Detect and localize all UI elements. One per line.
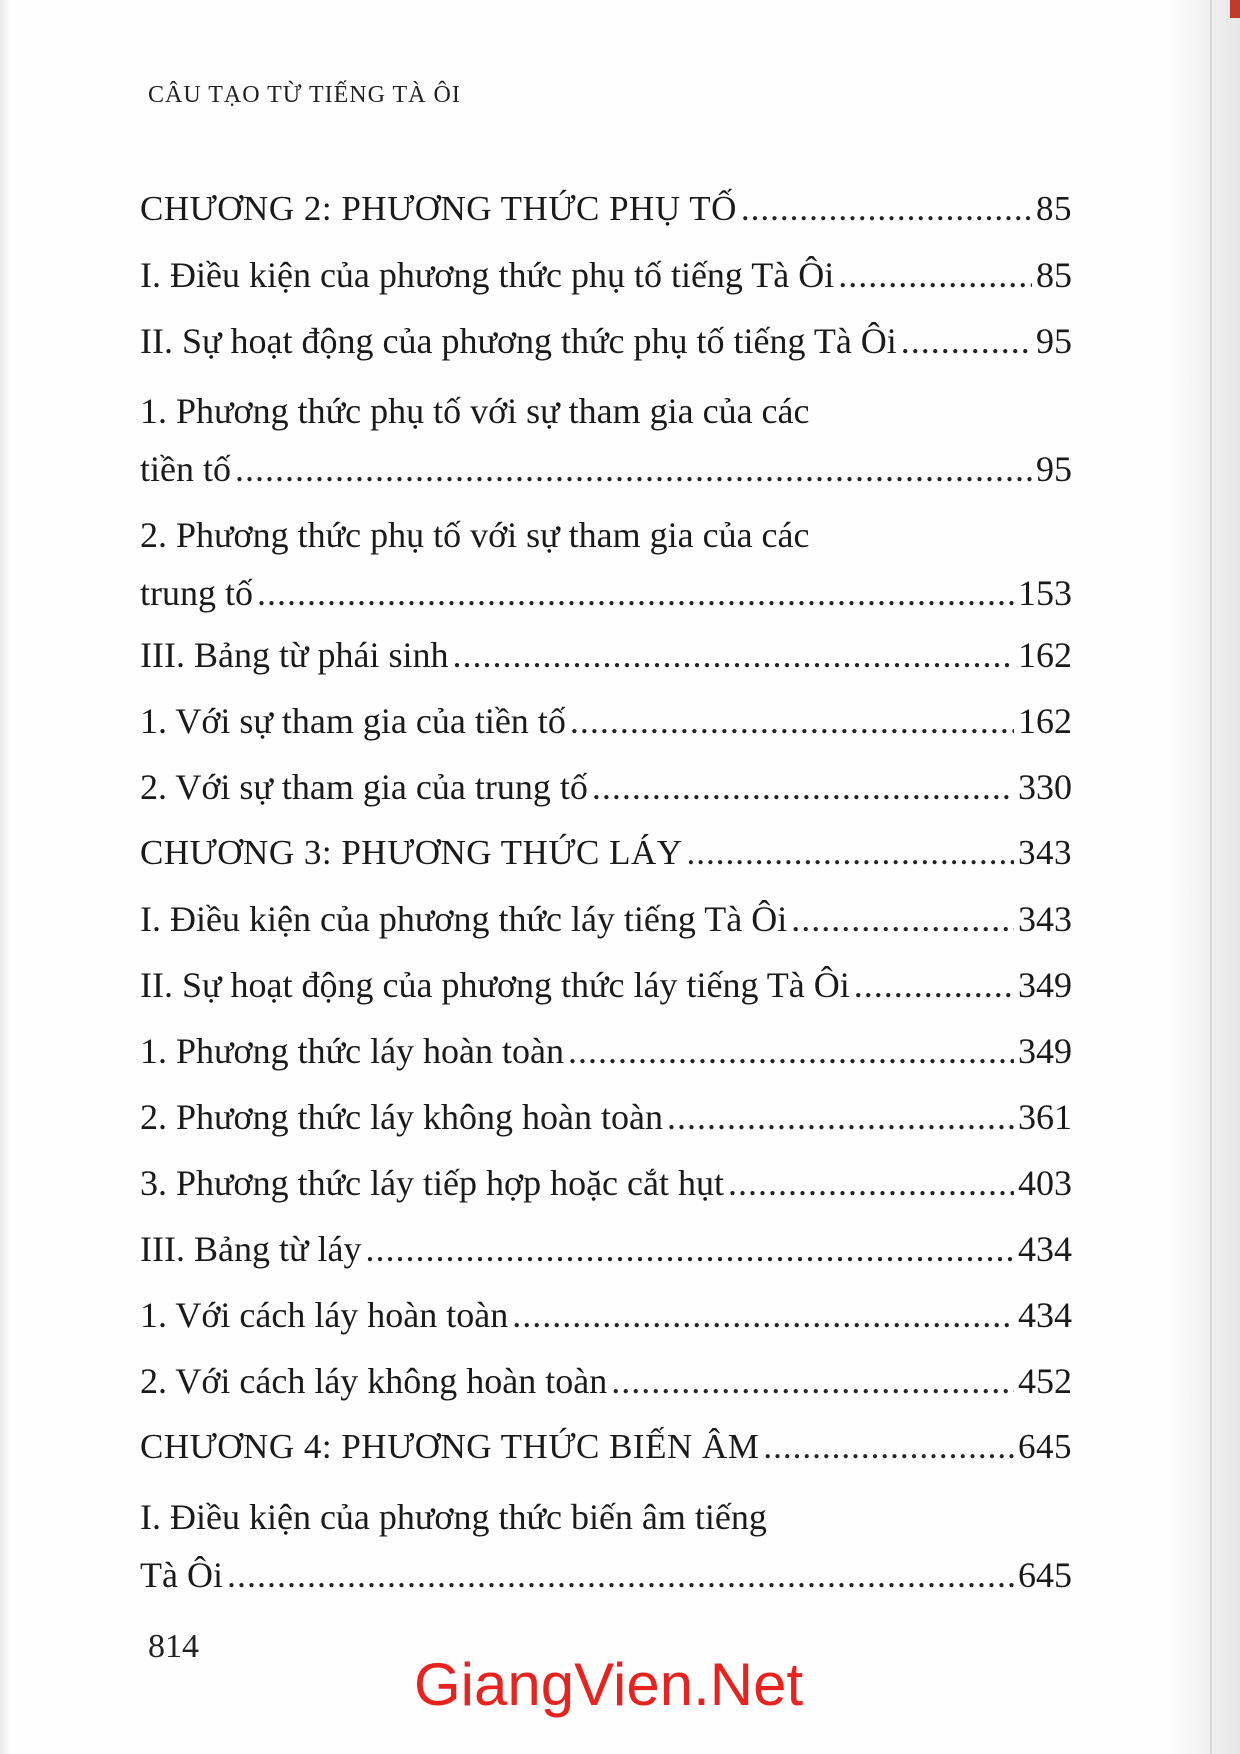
toc-entry-page: 85	[1036, 189, 1072, 228]
running-header: CÂU TẠO TỪ TIẾNG TÀ ÔI	[148, 82, 461, 108]
toc-dot-leader	[687, 820, 1014, 886]
toc-entry-label: III. Bảng từ phái sinh	[140, 635, 449, 675]
toc-entry-label: 2. Với sự tham gia của trung tố	[140, 767, 588, 807]
toc-entry-label: 1. Với sự tham gia của tiền tố	[140, 701, 566, 741]
toc-entry-page: 153	[1018, 573, 1072, 613]
toc-entry-label: 3. Phương thức láy tiếp hợp hoặc cắt hụt	[140, 1163, 724, 1203]
toc-entry-page: 403	[1018, 1163, 1072, 1203]
toc-entry-page: 330	[1018, 767, 1072, 807]
toc-entry-label: CHƯƠNG 2: PHƯƠNG THỨC PHỤ TỐ	[140, 189, 737, 228]
red-corner-mark	[1230, 0, 1240, 18]
page-left-edge	[0, 0, 10, 1754]
toc-entry[interactable]	[140, 1084, 1072, 1150]
toc-dot-leader	[568, 1018, 1014, 1084]
toc-entry-page: 162	[1018, 701, 1072, 741]
toc-entry-page: 645	[1018, 1427, 1072, 1466]
toc-entry-page: 85	[1036, 255, 1072, 295]
toc-entry-page: 361	[1018, 1097, 1072, 1137]
toc-entry-page: 343	[1018, 833, 1072, 872]
toc-entry-page: 434	[1018, 1295, 1072, 1335]
toc-entry-label: II. Sự hoạt động của phương thức láy tiếng Tà Ôi	[140, 965, 850, 1005]
toc-entry[interactable]	[140, 242, 1072, 308]
toc-dot-leader	[592, 754, 1014, 820]
toc-dot-leader	[854, 952, 1014, 1018]
toc-entry-label: I. Điều kiện của phương thức láy tiếng Tà Ôi	[140, 899, 788, 939]
toc-entry[interactable]	[140, 1348, 1072, 1414]
toc-entry-label-line1: 2. Phương thức phụ tố với sự tham gia của các	[140, 515, 810, 555]
toc-entry-label: III. Bảng từ láy	[140, 1229, 362, 1269]
page-fold-line	[1210, 0, 1212, 1754]
toc-dot-leader	[763, 1414, 1014, 1480]
toc-entry[interactable]	[140, 498, 1072, 622]
toc-entry-label: CHƯƠNG 4: PHƯƠNG THỨC BIẾN ÂM	[140, 1427, 760, 1466]
toc-dot-leader	[791, 886, 1014, 952]
toc-entry-label-line2: trung tố	[140, 573, 253, 613]
toc-dot-leader	[452, 622, 1014, 688]
toc-entry[interactable]	[140, 886, 1072, 952]
toc-entry-label: 1. Với cách láy hoàn toàn	[140, 1295, 509, 1335]
toc-entry-page: 95	[1036, 449, 1072, 489]
toc-entry[interactable]	[140, 1282, 1072, 1348]
toc-entry-label: 2. Phương thức láy không hoàn toàn	[140, 1097, 664, 1137]
toc-entry-label: CHƯƠNG 3: PHƯƠNG THỨC LÁY	[140, 833, 683, 872]
toc-dot-leader	[365, 1216, 1014, 1282]
watermark: GiangVien.Net	[414, 1651, 804, 1718]
toc-dot-leader	[667, 1084, 1014, 1150]
toc-entry-chapter-3[interactable]	[140, 820, 1072, 886]
toc-entry-label: II. Sự hoạt động của phương thức phụ tố tiếng Tà Ôi	[140, 321, 897, 361]
toc-entry-label: 2. Với cách láy không hoàn toàn	[140, 1361, 608, 1401]
toc-entry-label-line2: Tà Ôi	[140, 1555, 223, 1595]
page-number: 814	[148, 1628, 199, 1665]
toc-dot-leader	[728, 1150, 1014, 1216]
toc-entry-chapter-2[interactable]	[140, 176, 1072, 242]
toc-entry[interactable]	[140, 308, 1072, 374]
toc-entry[interactable]	[140, 952, 1072, 1018]
toc-entry[interactable]	[140, 688, 1072, 754]
toc-entry-chapter-4[interactable]	[140, 1414, 1072, 1480]
toc-entry-label: I. Điều kiện của phương thức phụ tố tiếng Tà Ôi	[140, 255, 835, 295]
toc-dot-leader	[227, 1546, 1014, 1604]
toc-entry-label-line1: 1. Phương thức phụ tố với sự tham gia của các	[140, 391, 810, 431]
toc-entry-page: 349	[1018, 1031, 1072, 1071]
toc-entry[interactable]	[140, 374, 1072, 498]
page-right-edge	[1170, 0, 1240, 1754]
toc-dot-leader	[611, 1348, 1014, 1414]
toc-entry-page: 95	[1036, 321, 1072, 361]
toc-dot-leader	[235, 440, 1032, 498]
toc-entry-page: 645	[1018, 1555, 1072, 1595]
toc-entry-page: 343	[1018, 899, 1072, 939]
toc-entry-label: 1. Phương thức láy hoàn toàn	[140, 1031, 565, 1071]
toc-entry[interactable]	[140, 1216, 1072, 1282]
toc-entry[interactable]	[140, 622, 1072, 688]
toc-entry[interactable]	[140, 1480, 1072, 1604]
toc-entry-page: 349	[1018, 965, 1072, 1005]
toc-dot-leader	[512, 1282, 1014, 1348]
toc-entry-label-line1: I. Điều kiện của phương thức biến âm tiếng	[140, 1497, 767, 1537]
toc-dot-leader	[570, 688, 1014, 754]
toc-dot-leader	[741, 176, 1032, 242]
toc-entry-page: 162	[1018, 635, 1072, 675]
toc-dot-leader	[838, 242, 1032, 308]
toc-entry[interactable]	[140, 1150, 1072, 1216]
toc-entry-page: 434	[1018, 1229, 1072, 1269]
toc-entry-label-line2: tiền tố	[140, 449, 231, 489]
toc-dot-leader	[257, 564, 1014, 622]
table-of-contents	[140, 176, 1072, 1604]
toc-entry-page: 452	[1018, 1361, 1072, 1401]
toc-entry[interactable]	[140, 754, 1072, 820]
toc-dot-leader	[901, 308, 1032, 374]
toc-entry[interactable]	[140, 1018, 1072, 1084]
